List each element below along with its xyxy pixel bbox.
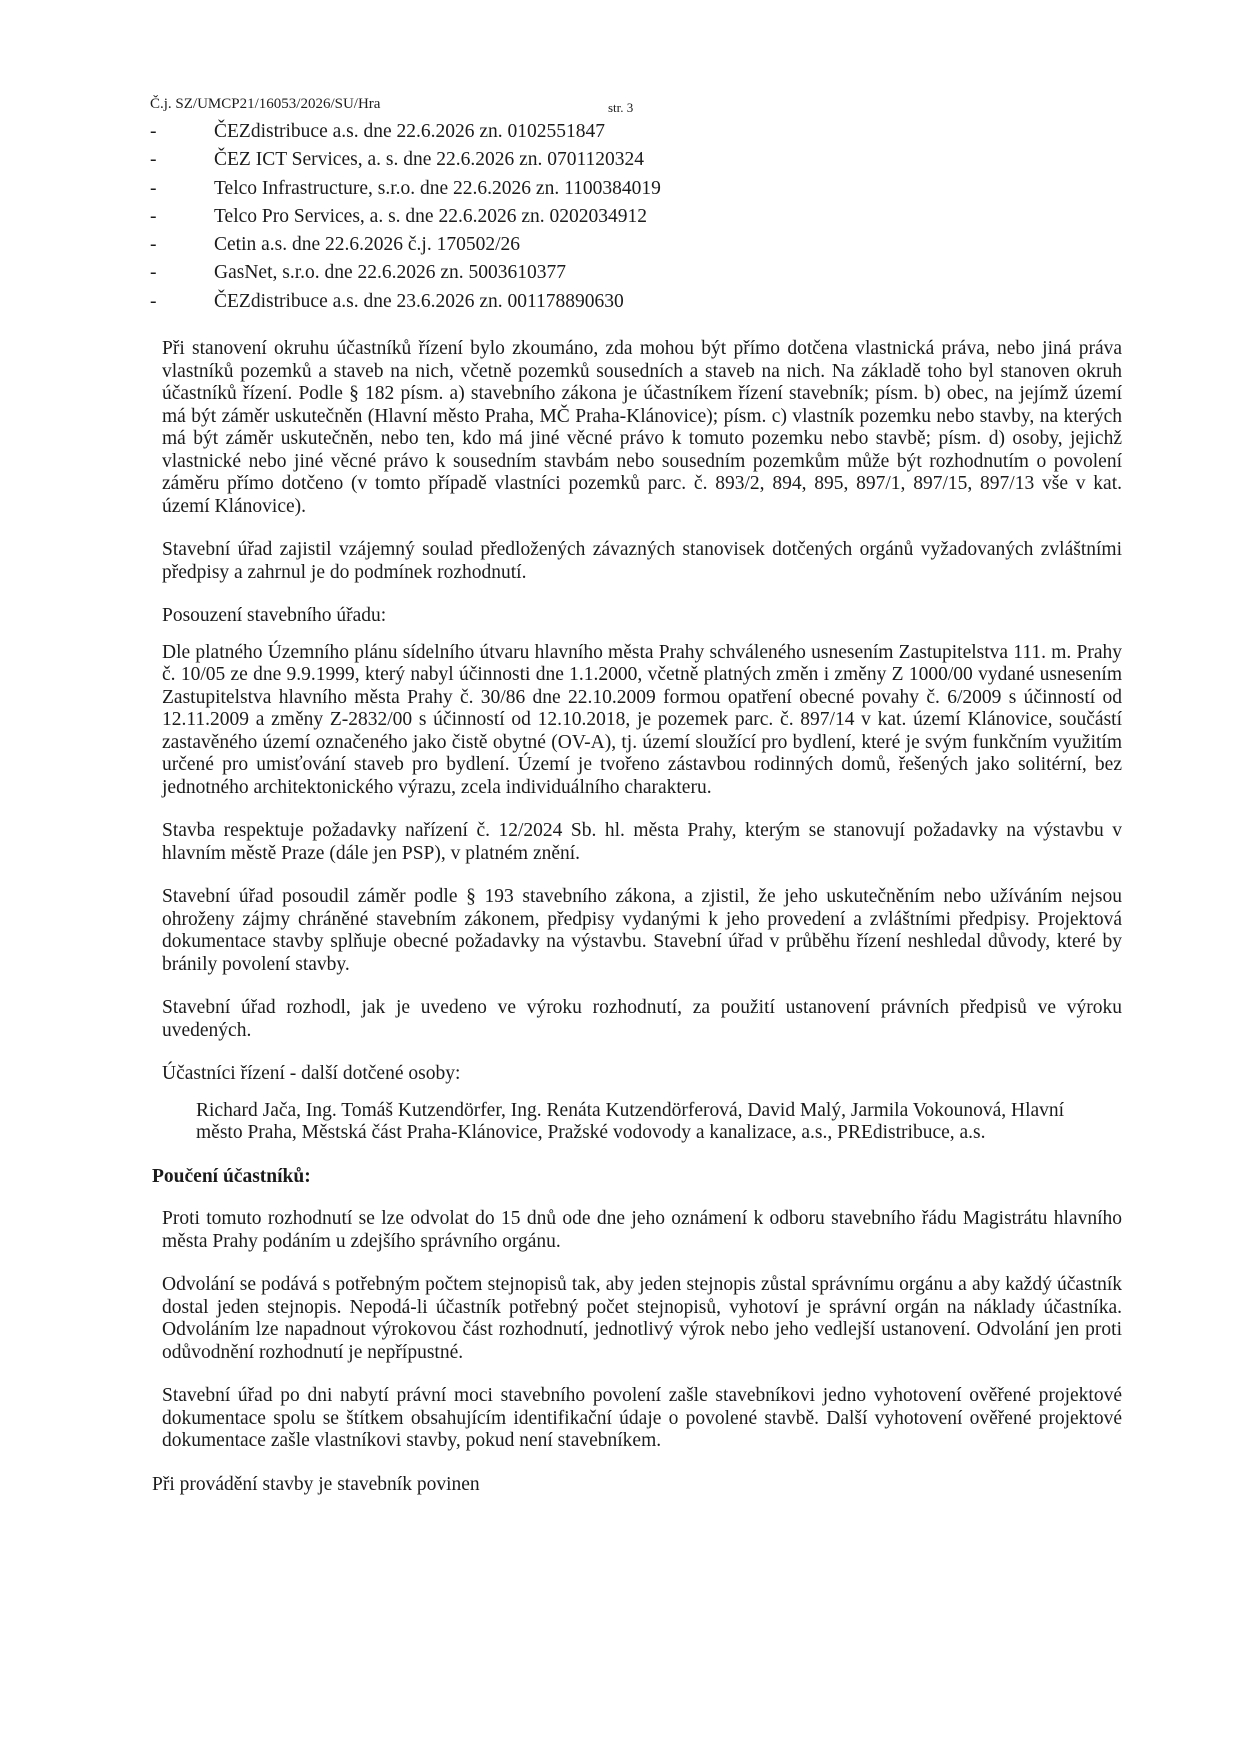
zoning-paragraph: Dle platného Územního plánu sídelního útvaru hlavního města Prahy schváleného usnesením Zastupitelstva 111. m. Prahy č. 10/05 ze dne 9.9.1999, který nabyl účinnosti dne 1.1.2000, včetně platných změn i změny Z 1000/00 vydané usnesením Zastupitelstva hlavního města Prahy č. 30/86 dne 22.10.2009 formou opatření obecné povahy č. 6/2009 s účinností od 12.11.2009 a změny Z-2832/00 s účinností od 12.10.2018, je pozemek parc. č. 897/14 v kat. území Klánovice, součástí zastavěného území označeného jako čistě obytné (OV-A), tj. území sloužící pro bydlení, které je svým funkčním využitím určené pro umisťování staveb pro bydlení. Území je tvořeno zástavbou rodinných domů, řešených jako solitérní, bez jednotného architektonického výrazu, zcela individuálního charakteru. <box>162 641 1122 798</box>
obligations-paragraph: Při provádění stavby je stavebník povinen <box>152 1473 480 1495</box>
list-item-text: ČEZ ICT Services, a. s. dne 22.6.2026 zn. 0701120324 <box>214 149 645 171</box>
list-item-text: GasNet, s.r.o. dne 22.6.2026 zn. 5003610377 <box>214 262 567 284</box>
instruction-heading: Poučení účastníků: <box>152 1165 311 1187</box>
list-item-text: Cetin a.s. dne 22.6.2026 č.j. 170502/26 <box>214 234 521 256</box>
assessment-heading: Posouzení stavebního úřadu: <box>162 605 387 626</box>
dash-bullet: - <box>150 177 157 199</box>
dash-bullet: - <box>150 234 157 256</box>
list-item-text: Telco Infrastructure, s.r.o. dne 22.6.2026 zn. 1100384019 <box>214 177 661 199</box>
page-header <box>150 96 634 115</box>
reference-number: Č.j. SZ/UMCP21/16053/2026/SU/Hra <box>150 96 381 112</box>
list-item <box>150 146 850 174</box>
list-item <box>150 231 850 259</box>
appeal-copies-paragraph: Odvolání se podává s potřebným počtem stejnopisů tak, aby jeden stejnopis zůstal správnímu orgánu a aby každý účastník dostal jeden stejnopis. Nepodá-li účastník potřebný počet stejnopisů, vyhotoví je správní orgán na náklady účastníka. Odvoláním lze napadnout výrokovou část rozhodnutí, jednotlivý výrok nebo jeho vedlejší ustanovení. Odvolání jen proti odůvodnění rozhodnutí je nepřípustné. <box>162 1274 1122 1363</box>
page-number: str. 3 <box>608 100 634 115</box>
list-item-text: ČEZdistribuce a.s. dne 23.6.2026 zn. 001178890630 <box>214 290 624 312</box>
dash-bullet: - <box>150 262 157 284</box>
opinions-list <box>150 118 850 316</box>
list-item <box>150 203 850 231</box>
dash-bullet: - <box>150 205 157 227</box>
list-item <box>150 175 850 203</box>
list-item-text: Telco Pro Services, a. s. dne 22.6.2026 zn. 0202034912 <box>214 205 647 227</box>
documentation-paragraph: Stavební úřad po dni nabytí právní moci stavebního povolení zašle stavebníkovi jedno vyhotovení ověřené projektové dokumentace spolu se štítkem obsahujícím identifikační údaje o povolené stavbě. Další vyhotovení ověřené projektové dokumentace zašle vlastníkovi stavby, pokud není stavebníkem. <box>162 1385 1122 1451</box>
decision-paragraph: Stavební úřad rozhodl, jak je uvedeno ve výroku rozhodnutí, za použití ustanovení právních předpisů ve výroku uvedených. <box>162 997 1122 1041</box>
appeal-paragraph: Proti tomuto rozhodnutí se lze odvolat do 15 dnů ode dne jeho oznámení k odboru stavebního řádu Magistrátu hlavního města Prahy podáním u zdejšího správního orgánu. <box>162 1208 1122 1252</box>
assessment-paragraph: Stavební úřad posoudil záměr podle § 193 stavebního zákona, a zjistil, že jeho uskutečněním nebo užíváním nejsou ohroženy zájmy chráněné stavebním zákonem, předpisy vydanými k jeho provedení a zvláštními předpisy. Projektová dokumentace stavby splňuje obecné požadavky na výstavbu. Stavební úřad v průběhu řízení neshledal důvody, které by bránily povolení stavby. <box>162 886 1122 975</box>
other-persons-list: Richard Jača, Ing. Tomáš Kutzendörfer, Ing. Renáta Kutzendörferová, David Malý, Jarmila Vokounová, Hlavní město Praha, Městská část Praha-Klánovice, Pražské vodovody a kanalizace, a.s., PREdistribuce, a.s. <box>196 1099 1065 1143</box>
opinions-paragraph: Stavební úřad zajistil vzájemný soulad předložených závazných stanovisek dotčených orgánů vyžadovaných zvláštními předpisy a zahrnul je do podmínek rozhodnutí. <box>162 539 1122 583</box>
other-persons-heading: Účastníci řízení - další dotčené osoby: <box>162 1063 461 1084</box>
dash-bullet: - <box>150 121 157 142</box>
dash-bullet: - <box>150 290 157 312</box>
list-item <box>150 288 850 316</box>
dash-bullet: - <box>150 149 157 171</box>
psp-paragraph: Stavba respektuje požadavky nařízení č. 12/2024 Sb. hl. města Prahy, kterým se stanovují požadavky na výstavbu v hlavním městě Praze (dále jen PSP), v platném znění. <box>162 820 1122 864</box>
list-item <box>150 259 850 287</box>
list-item <box>150 118 850 146</box>
list-item-text: ČEZdistribuce a.s. dne 22.6.2026 zn. 0102551847 <box>214 121 606 142</box>
document-body <box>152 338 1122 1517</box>
participants-paragraph: Při stanovení okruhu účastníků řízení bylo zkoumáno, zda mohou být přímo dotčena vlastnická práva, nebo jiná práva vlastníků pozemků a staveb na nich, včetně pozemků sousedních a staveb na nich. Na základě toho byl stanoven okruh účastníků řízení. Podle § 182 písm. a) stavebního zákona je účastníkem řízení stavebník; písm. b) obec, na jejímž území má být záměr uskutečněn (Hlavní město Praha, MČ Praha-Klánovice); písm. c) vlastník pozemku nebo stavby, na kterých má být záměr uskutečněn, nebo ten, kdo má jiné věcné právo k tomuto pozemku nebo stavbě; písm. d) osoby, jejichž vlastnické nebo jiné věcné právo k sousedním stavbám nebo sousedním pozemkům může být rozhodnutím o povolení záměru přímo dotčeno (v tomto případě vlastníci pozemků parc. č. 893/2, 894, 895, 897/1, 897/15, 897/13 vše v kat. území Klánovice). <box>162 338 1122 517</box>
